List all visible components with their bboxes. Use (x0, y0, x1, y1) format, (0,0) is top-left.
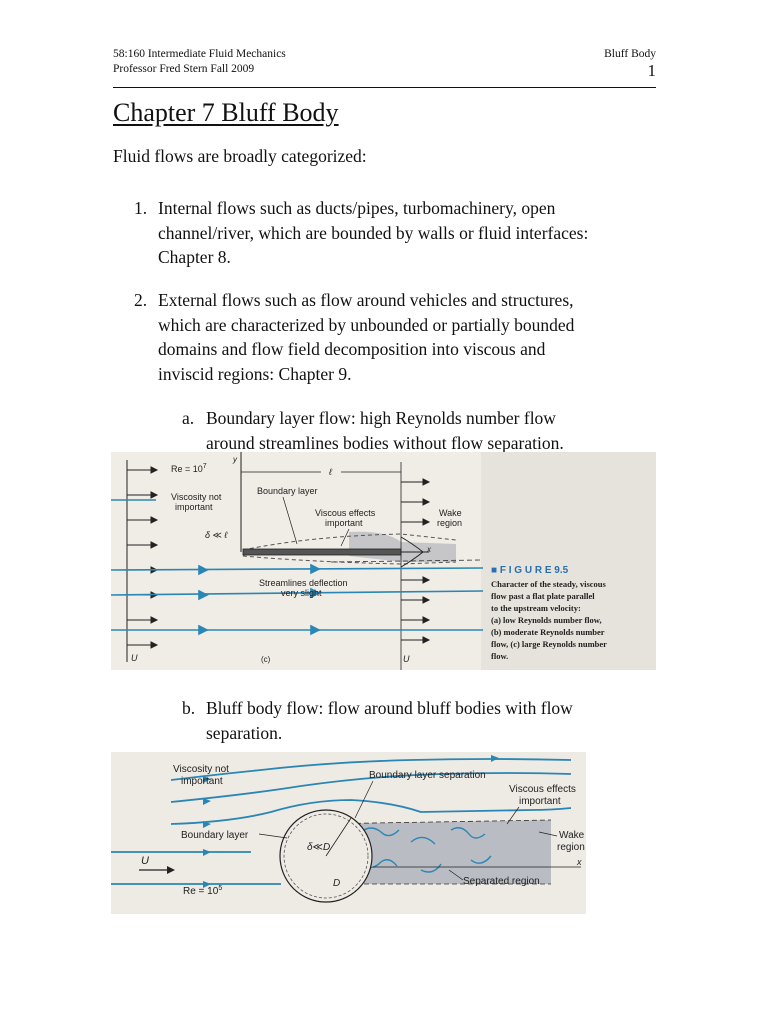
fig1-caption-line: flow, (c) large Reynolds number (491, 639, 607, 649)
fig2-reynolds-exponent: 5 (218, 885, 223, 892)
list-line: Boundary layer flow: high Reynolds number flow (206, 408, 556, 428)
list-line: channel/river, which are bounded by walls or fluid interfaces: (158, 222, 589, 243)
fig1-delta-label: δ ≪ ℓ (205, 530, 228, 540)
list-line: inviscid regions: Chapter 9. (158, 363, 352, 384)
list-number: a. (182, 408, 195, 428)
fig1-length-label: ℓ (329, 467, 332, 477)
list-line: domains and flow field decomposition into viscous and (158, 339, 546, 359)
fig2-u-label: U (141, 855, 149, 867)
page-number: 1 (647, 61, 656, 80)
fig2-viscous-label-2: important (519, 796, 561, 807)
intro-paragraph: Fluid flows are broadly categorized: (113, 146, 367, 166)
fig2-delta-label: δ≪D (307, 842, 331, 853)
svg-text:Re = 105 (183, 885, 222, 897)
fig2-separation-label: Boundary layer separation (369, 770, 486, 781)
fig2-wake-label-1: Wake (559, 830, 585, 841)
list-line: Internal flows such as ducts/pipes, turbomachinery, open (158, 198, 556, 218)
fig1-caption-line: (a) low Reynolds number flow, (491, 615, 602, 625)
list-number: 1. (134, 198, 148, 218)
fig1-caption-line: flow. (491, 651, 509, 661)
fig1-streamlines-label-1: Streamlines deflection (259, 578, 348, 588)
chapter-title: Chapter 7 Bluff Body (113, 98, 339, 127)
list-line: External flows such as flow around vehicles and structures, (158, 290, 574, 310)
fig2-wake-label-2: region (557, 842, 585, 853)
fig1-wake-label-1: Wake (439, 508, 462, 518)
fig2-viscous-label-1: Viscous effects (509, 784, 576, 795)
fig1-viscosity-label-2: important (175, 502, 213, 512)
page-header-right (604, 47, 656, 78)
list-line: Bluff body flow: flow around bluff bodies with flow (206, 698, 573, 718)
fig1-caption-line: Character of the steady, viscous (491, 579, 606, 589)
list-line: which are characterized by unbounded or partially bounded (158, 314, 575, 335)
fig1-caption-line: flow past a flat plate parallel (491, 591, 595, 601)
fig1-u-left: U (131, 653, 138, 663)
fig1-streamlines-label-2: very slight (281, 588, 322, 598)
header-topic: Bluff Body (604, 48, 656, 60)
fig2-separated-label: Separated region (463, 876, 540, 887)
fig1-caption-line: to the upstream velocity: (491, 603, 581, 613)
list-line: Chapter 8. (158, 247, 231, 267)
list-line: around streamlines bodies without flow separation. (206, 432, 564, 453)
fig1-wake-label-2: region (437, 518, 463, 528)
svg-text:Re = 107 (171, 463, 207, 474)
fig1-viscous-label-2: important (325, 518, 363, 528)
professor-term: Professor Fred Stern Fall 2009 (113, 63, 255, 75)
fig1-reynolds: Re = 10 (171, 464, 203, 474)
fig1-viscosity-label-1: Viscosity not (171, 492, 222, 502)
fig1-figure-number: ■ F I G U R E 9.5 (491, 565, 569, 576)
fig1-reynolds-exponent: 7 (202, 463, 207, 470)
fig1-boundary-layer-label: Boundary layer (257, 486, 318, 496)
fig2-x-axis: x (577, 857, 582, 867)
figure-flat-plate-boundary-layer (111, 452, 656, 670)
list-line: separation. (206, 722, 283, 743)
fig1-part-label: (c) (261, 655, 271, 664)
fig2-viscosity-label-2: important (181, 776, 223, 787)
fig2-reynolds: Re = 10 (183, 886, 219, 897)
header-divider (113, 87, 656, 88)
fig2-viscosity-label-1: Viscosity not (173, 764, 229, 775)
list-number: 2. (134, 290, 148, 310)
fig1-y-axis: y (233, 455, 237, 464)
fig1-caption-line: (b) moderate Reynolds number (491, 627, 605, 637)
list-number: b. (182, 698, 196, 718)
fig2-diameter-label: D (333, 878, 341, 889)
fig1-u-bottom: U (403, 654, 410, 664)
fig2-boundary-layer-label: Boundary layer (181, 830, 249, 841)
fig1-x-axis: x (427, 545, 431, 554)
figure-bluff-body-flow (111, 752, 586, 914)
fig1-viscous-label-1: Viscous effects (315, 508, 376, 518)
course-name: 58:160 Intermediate Fluid Mechanics (113, 48, 286, 60)
page-header-left (113, 47, 286, 77)
